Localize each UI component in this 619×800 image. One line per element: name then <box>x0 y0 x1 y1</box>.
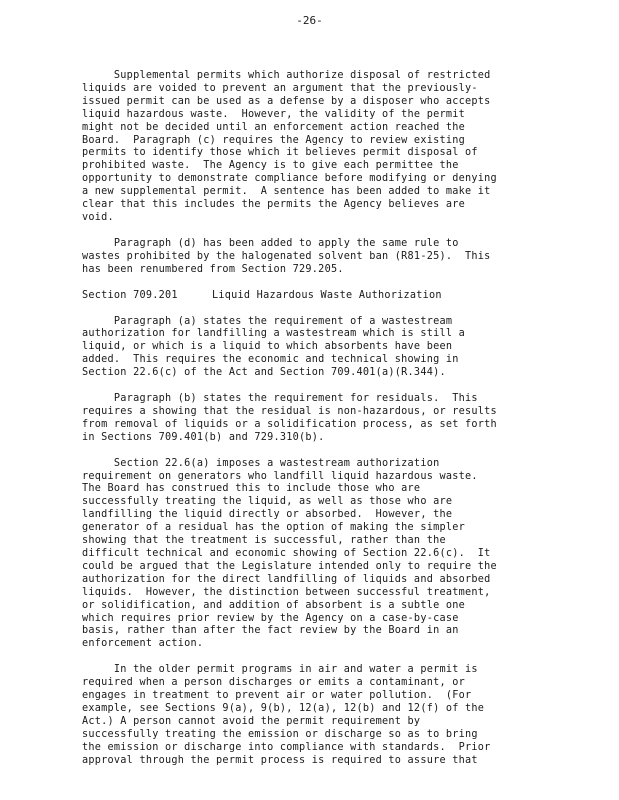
paragraph-b-residuals: Paragraph (b) states the requirement for residuals. This requires a showing that the residual is non-hazardous, or results from removal of liquids or a solidification process, as set forth in Sections 709.401(b) and 729.310(b). <box>82 393 497 443</box>
section-number: Section 709.201 <box>82 289 178 301</box>
page-number: -26- <box>296 14 323 27</box>
paragraph-a-wastestream-authorization: Paragraph (a) states the requirement of a wastestream authorization for landfilling a wastestream which is still a liquid, or which is a liquid to which absorbents have been added. This requires the economic and technical showing in Section 22.6(c) of the Act and Section 709.401(a)(R.344). <box>82 315 466 379</box>
paragraph-older-permit-programs: In the older permit programs in air and water a permit is required when a person discharges or emits a contaminant, or engages in treatment to prevent air or water pollution. (For example, see Sections 9(a), 9(b), 12(a), 12(b) and 12(f) of the Act.) A person cannot avoid the permit requirement by successfully treating the emission or discharge so as to bring the emission or discharge into compliance with standards. Prior approval through the permit process is required to assure that <box>82 664 491 766</box>
paragraph-supplemental-permits: Supplemental permits which authorize disposal of restricted liquids are voided to prevent an argument that the previously- issued permit can be used as a defense by a disposer who accepts liquid hazardous waste. However, the validity of the permit might not be decided until an enforcement action reached the Board. Paragraph (c) requires the Agency to review existing permits to identify those which it believes permit disposal of prohibited waste. The Agency is to give each permittee the opportunity to demonstrate compliance before modifying or denying a new supplemental permit. A sentence has been added to make it clear that this includes the permits the Agency believes are void. <box>82 70 497 223</box>
section-title: Liquid Hazardous Waste Authorization <box>212 289 442 301</box>
paragraph-section-22-6a: Section 22.6(a) imposes a wastestream authorization requirement on generators who landfill liquid hazardous waste. The Board has construed this to include those who are successfully treating the liquid, as well as those who are landfilling the liquid directly or absorbed. However, the generator of a residual has the option of making the simpler showing that the treatment is successful, rather than the difficult technical and economic showing of Section 22.6(c). It could be argued that the Legislature intended only to require the authorization for the direct landfilling of liquids and absorbed liquids. However, the distinction between successful treatment, or solidification, and addition of absorbent is a subtle one which requires prior review by the Agency on a case-by-case basis, rather than after the fact review by the Board in an enforcement action. <box>82 457 497 650</box>
section-heading <box>82 290 552 303</box>
paragraph-d-halogenated-solvent: Paragraph (d) has been added to apply the same rule to wastes prohibited by the halogenated solvent ban (R81-25). This has been renumbered from Section 729.205. <box>82 237 491 275</box>
page-content <box>82 70 552 768</box>
